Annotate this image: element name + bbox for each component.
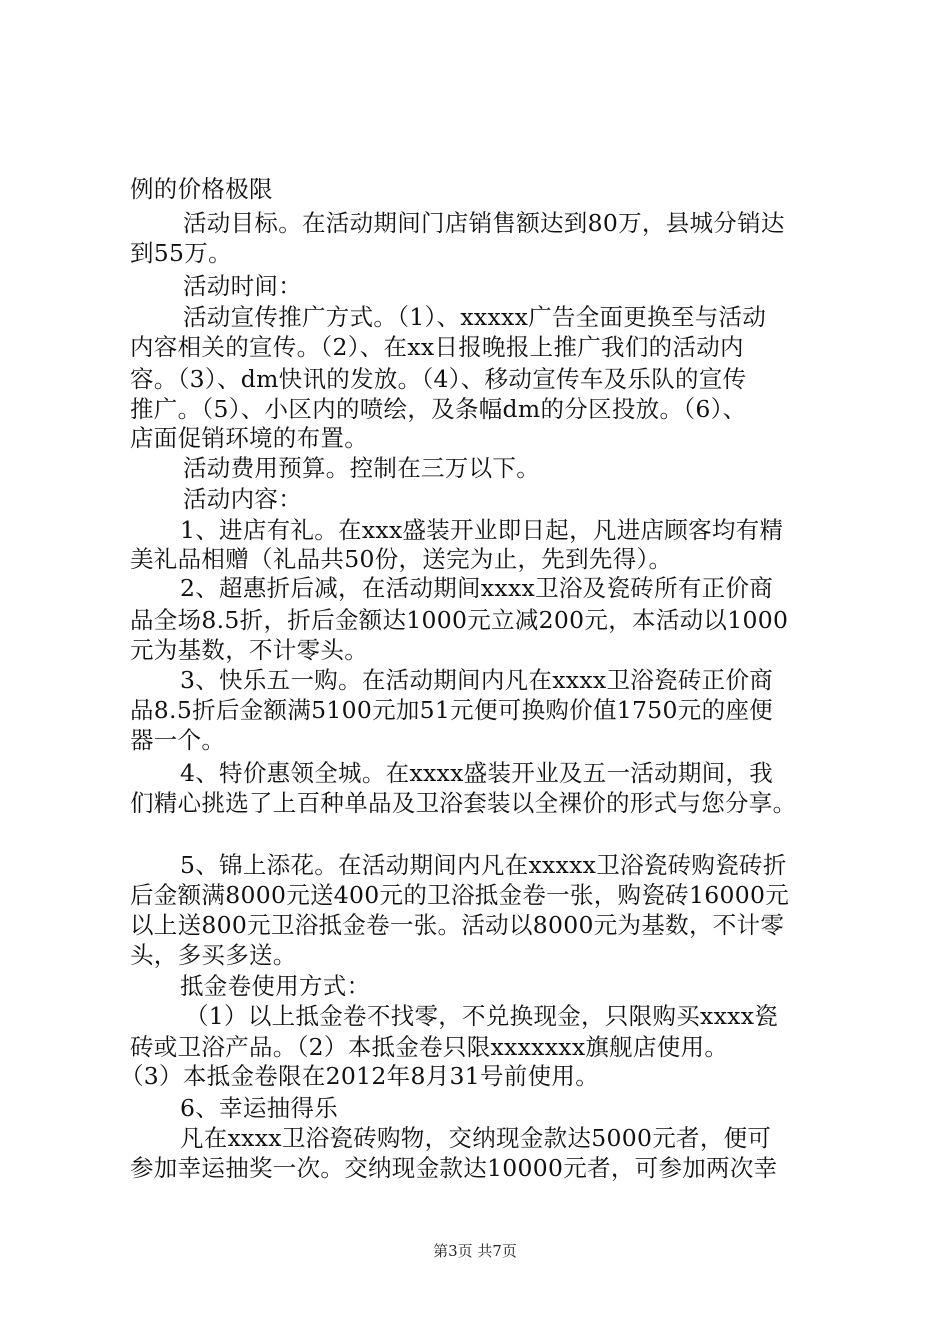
text-line: 活动宣传推广方式。（1）、xxxxx广告全面更换至与活动 — [183, 303, 767, 331]
text-line: 活动内容： — [183, 485, 302, 513]
text-line: （3）本抵金卷限在2012年8月31号前使用。 — [120, 1062, 600, 1090]
text-line: 4、特价惠领全城。在xxxx盛装开业及五一活动期间，我 — [180, 759, 774, 787]
page-footer: 第3页 共7页 — [433, 1242, 517, 1260]
text-line: 6、幸运抽得乐 — [180, 1094, 339, 1122]
text-line: 容。（3）、dm快讯的发放。（4）、移动宣传车及乐队的宣传 — [130, 365, 747, 393]
text-line: 品全场8.5折，折后金额达1000元立减200元，本活动以1000 — [130, 606, 789, 634]
text-line: 到55万。 — [130, 239, 232, 267]
text-line: 元为基数，不计零头。 — [130, 636, 368, 664]
text-line: 们精心挑选了上百种单品及卫浴套装以全裸价的形式与您分享。 — [130, 789, 797, 817]
text-line: 抵金卷使用方式： — [180, 972, 371, 1000]
text-line: 推广。（5）、小区内的喷绘，及条幅dm的分区投放。（6）、 — [130, 395, 747, 423]
text-line: 以上送800元卫浴抵金卷一张。活动以8000元为基数，不计零 — [130, 911, 785, 939]
text-line: 3、快乐五一购。在活动期间内凡在xxxx卫浴瓷砖正价商 — [180, 666, 774, 694]
text-line: 美礼品相赠（礼品共50份，送完为止，先到先得）。 — [130, 545, 673, 573]
text-line: 活动目标。在活动期间门店销售额达到80万，县城分销达 — [183, 209, 785, 237]
text-line: 后金额满8000元送400元的卫浴抵金卷一张，购瓷砖16000元 — [130, 881, 790, 909]
text-line: （1）以上抵金卷不找零，不兑换现金，只限购买xxxx瓷 — [185, 1002, 779, 1030]
text-line: 店面促销环境的布置。 — [130, 424, 368, 452]
text-line: 2、超惠折后减，在活动期间xxxx卫浴及瓷砖所有正价商 — [180, 574, 774, 602]
text-line: 活动时间： — [183, 272, 302, 300]
text-line: 凡在xxxx卫浴瓷砖购物，交纳现金款达5000元者，便可 — [180, 1124, 772, 1152]
text-line: 器一个。 — [130, 726, 226, 754]
text-line: 活动费用预算。控制在三万以下。 — [183, 454, 540, 482]
text-line: 头，多买多送。 — [130, 941, 297, 969]
text-line: 内容相关的宣传。（2）、在xx日报晚报上推广我们的活动内 — [130, 333, 744, 361]
text-line: 例的价格极限 — [130, 175, 273, 203]
text-line: 砖或卫浴产品。（2）本抵金卷只限xxxxxxx旗舰店使用。 — [130, 1033, 729, 1061]
text-line: 品8.5折后金额满5100元加51元便可换购价值1750元的座便 — [130, 696, 773, 724]
text-line: 1、进店有礼。在xxx盛装开业即日起，凡进店顾客均有精 — [180, 516, 784, 544]
text-line: 参加幸运抽奖一次。交纳现金款达10000元者，可参加两次幸 — [130, 1154, 778, 1182]
text-line: 5、锦上添花。在活动期间内凡在xxxxx卫浴瓷砖购瓷砖折 — [180, 851, 787, 879]
